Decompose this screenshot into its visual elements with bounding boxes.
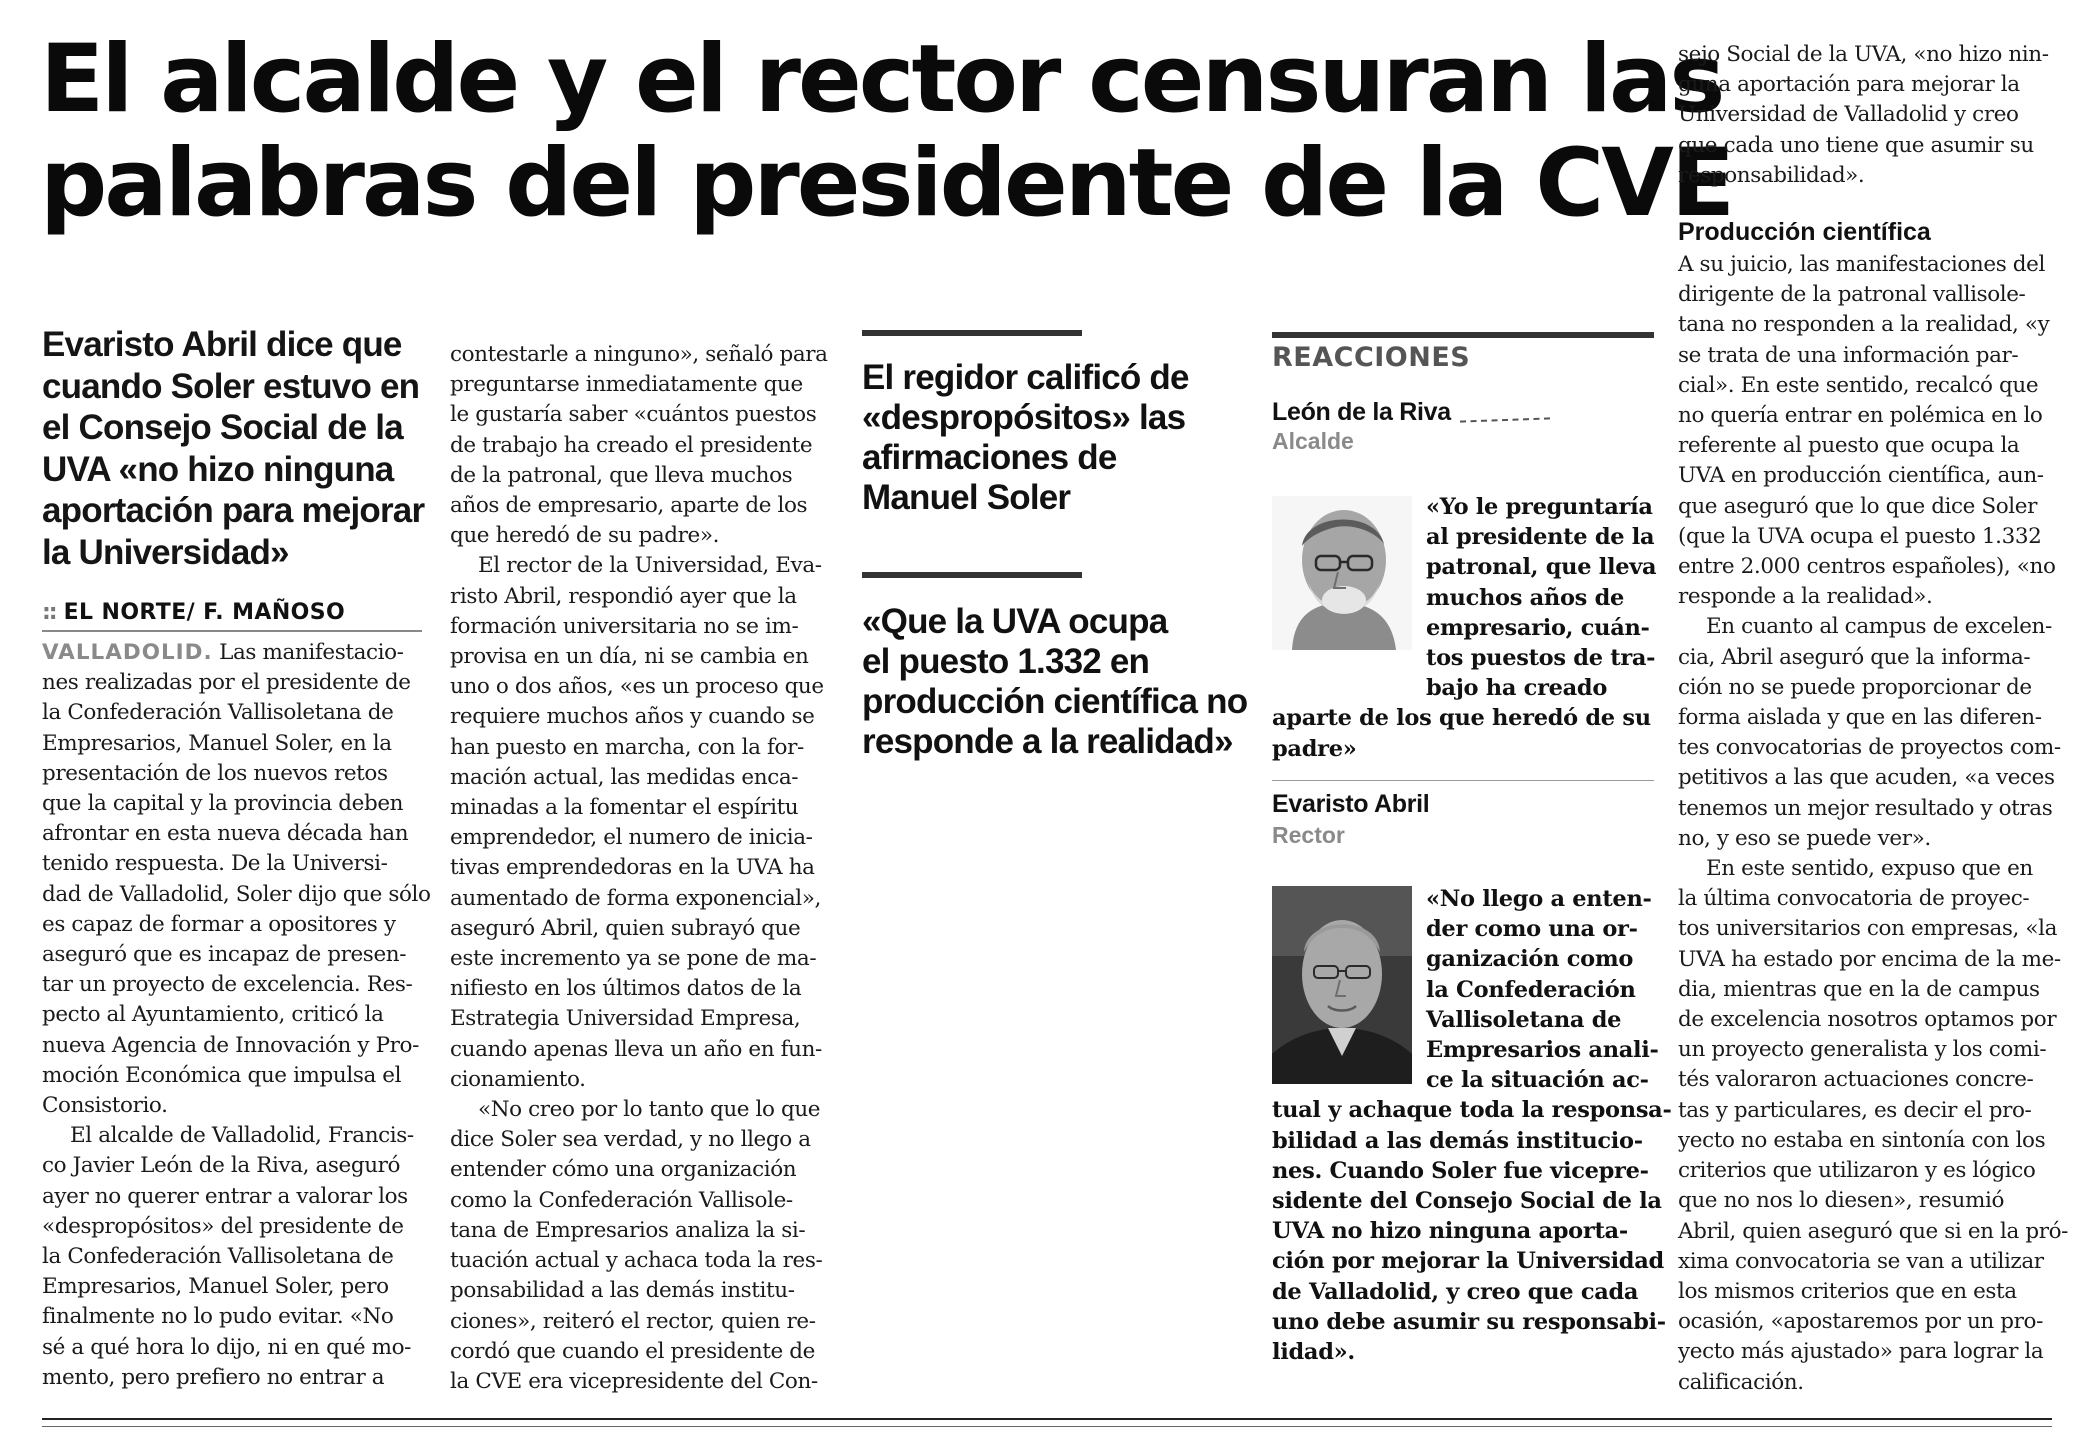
reaction-quote-abril (1272, 884, 1672, 1367)
text-line: este incremento ya se pone de ma- (450, 946, 817, 972)
text-line: risto Abril, respondió ayer que la (450, 583, 797, 609)
text-line: dirigente de la patronal vallisole- (1678, 282, 2026, 308)
text-line: cial». En este sentido, recalcó que (1678, 372, 2039, 398)
subsection-title: Producción científica (1678, 218, 1931, 246)
text-line: En este sentido, expuso que en (1706, 856, 2033, 882)
text-line: mento, pero prefiero no entrar a (42, 1364, 385, 1390)
text-line: finalmente no lo pudo evitar. «No (42, 1304, 394, 1330)
text-line: dad de Valladolid, Soler dijo que sólo (42, 881, 431, 907)
text-line: tenido respuesta. De la Universi- (42, 851, 388, 877)
page-bottom-rule (42, 1418, 2052, 1420)
quote-line: aparte de los que heredó de su (1272, 705, 1651, 732)
text-line: que heredó de su padre». (450, 523, 720, 549)
pullquote-rule (862, 572, 1082, 578)
quote-line: al presidente de la (1426, 524, 1655, 551)
text-line: aseguró que es incapaz de presen- (42, 942, 407, 968)
text-line: criterios que utilizaron y es lógico (1678, 1158, 2036, 1184)
text-line: que aseguró que lo que dice Soler (1678, 493, 2037, 519)
text-line: ocasión, «apostaremos por un pro- (1678, 1309, 2043, 1335)
text-line: ción no se puede proporcionar de (1678, 674, 2032, 700)
text-line: dice Soler sea verdad, y no llego a (450, 1127, 811, 1153)
headline-line-1: El alcalde y el rector censuran las (40, 25, 1723, 134)
text-line: cia, Abril aseguró que la informa- (1678, 644, 2031, 670)
text-line: responde a la realidad». (1678, 584, 1933, 610)
subhead-line: el Consejo Social de la (42, 408, 403, 447)
reactions-rule (1272, 332, 1654, 338)
text-line: cuando apenas lleva un año en fun- (450, 1036, 822, 1062)
article-column-4-top (1678, 40, 2068, 191)
reactions-title: REACCIONES (1272, 342, 1471, 373)
text-line: ciones», reiteró el rector, quien re- (450, 1308, 816, 1334)
quote-line: sidente del Consejo Social de la (1272, 1188, 1662, 1215)
text-line: tana no responden a la realidad, «y (1678, 312, 2050, 338)
text-line: UVA en producción científica, aun- (1678, 463, 2044, 489)
text-line: En cuanto al campus de excelen- (1706, 614, 2052, 640)
text-line: se trata de una información par- (1678, 342, 2019, 368)
quote-line: lidad». (1272, 1339, 1355, 1366)
text-line: yecto más ajustado» para lograr la (1678, 1339, 2044, 1365)
text-line: cionamiento. (450, 1066, 586, 1092)
text-line: co Javier León de la Riva, aseguró (42, 1153, 401, 1179)
text-line: ayer no querer entrar a valorar los (42, 1183, 408, 1209)
text-line: sé a qué hora lo dijo, ni en qué mo- (42, 1334, 412, 1360)
pullquote-rule (862, 330, 1082, 336)
byline-text: EL NORTE/ F. MAÑOSO (63, 600, 346, 625)
text-line: entre 2.000 centros españoles), «no (1678, 554, 2056, 580)
text-line-continuation: Las manifestacio- (212, 640, 404, 665)
pullquote-line: afirmaciones de (862, 438, 1117, 477)
quote-line: nes. Cuando Soler fue vicepre- (1272, 1157, 1649, 1184)
quote-line: ción por mejorar la Universidad (1272, 1248, 1664, 1275)
text-line: aseguró Abril, quien subrayó que (450, 915, 801, 941)
text-line: no, y eso se puede ver». (1678, 825, 1931, 851)
reaction-role-rector: Rector (1272, 822, 1345, 848)
text-line: uno o dos años, «es un proceso que (450, 674, 824, 700)
text-line: emprendedor, el numero de inicia- (450, 825, 813, 851)
quote-line: ganización como (1426, 946, 1634, 973)
text-line: entender cómo una organización (450, 1157, 797, 1183)
text-line: El alcalde de Valladolid, Francis- (70, 1123, 414, 1149)
quote-line: bilidad a las demás institucio- (1272, 1127, 1643, 1154)
text-line: petitivos a las que acuden, «a veces (1678, 765, 2055, 791)
reaction-role-alcalde: Alcalde (1272, 428, 1354, 454)
article-column-2 (450, 340, 840, 1397)
quote-line: la Confederación (1426, 976, 1636, 1003)
text-line: formación universitaria no se im- (450, 613, 799, 639)
text-line: (que la UVA ocupa el puesto 1.332 (1678, 523, 2042, 549)
text-line: Consistorio. (42, 1093, 168, 1119)
quote-line: tos puestos de tra- (1426, 645, 1656, 672)
text-line: la Confederación Vallisoletana de (42, 1244, 394, 1270)
byline-marker-icon: :: (42, 600, 56, 625)
text-line: tés valoraron actuaciones concre- (1678, 1067, 2034, 1093)
text-line: es capaz de formar a opositores y (42, 911, 396, 937)
text-line: le gustaría saber «cuántos puestos (450, 402, 817, 428)
text-line: Abril, quien aseguró que si en la pró- (1678, 1218, 2069, 1244)
text-line: xima convocatoria se van a utilizar (1678, 1248, 2044, 1274)
text-line: «despropósitos» del presidente de (42, 1213, 404, 1239)
quote-line: «No llego a enten- (1426, 886, 1652, 912)
text-line: tenemos un mejor resultado y otras (1678, 795, 2053, 821)
text-line: afrontar en esta nueva década han (42, 821, 409, 847)
headline (40, 25, 1733, 238)
text-line: no quería entrar en polémica en lo (1678, 403, 2043, 429)
text-line: referente al puesto que ocupa la (1678, 433, 2020, 459)
text-line: como la Confederación Vallisole- (450, 1187, 793, 1213)
quote-line: Vallisoletana de (1426, 1006, 1622, 1033)
text-line: de excelencia nosotros optamos por (1678, 1007, 2057, 1033)
text-line: El rector de la Universidad, Eva- (478, 553, 822, 579)
text-line: responsabilidad». (1678, 162, 1865, 188)
text-line: aumentado de forma exponencial», (450, 885, 821, 911)
text-line: requiere muchos años y cuando se (450, 704, 815, 730)
pullquote-line: producción científica no (862, 682, 1248, 721)
pullquote-1 (862, 358, 1242, 518)
text-line: dia, mientras que en la de campus (1678, 976, 2040, 1002)
subheadline (42, 324, 432, 573)
text-line: guna aportación para mejorar la (1678, 72, 2020, 98)
reaction-divider (1272, 780, 1654, 781)
byline-divider (42, 630, 422, 632)
quote-line: UVA no hizo ninguna aporta- (1272, 1218, 1628, 1245)
text-line: UVA ha estado por encima de la me- (1678, 946, 2061, 972)
article-column-4 (1678, 250, 2068, 1398)
text-line: A su juicio, las manifestaciones del (1678, 252, 2045, 277)
text-line: la Confederación Vallisoletana de (42, 700, 394, 726)
quote-line: de Valladolid, y creo que cada (1272, 1278, 1639, 1305)
text-line: nifiesto en los últimos datos de la (450, 976, 802, 1002)
text-line: que la capital y la provincia deben (42, 791, 404, 817)
quote-line: tual y achaque toda la responsa- (1272, 1097, 1672, 1124)
text-line: contestarle a ninguno», señaló para (450, 342, 828, 367)
headline-line-2: palabras del presidente de la CVE (40, 129, 1733, 238)
text-line: un proyecto generalista y los comi- (1678, 1037, 2047, 1063)
text-line: que cada uno tiene que asumir su (1678, 132, 2034, 158)
text-line: tas y particulares, es decir el pro- (1678, 1097, 2032, 1123)
pullquote-line: responde a la realidad» (862, 722, 1233, 761)
text-line: sejo Social de la UVA, «no hizo nin- (1678, 42, 2049, 67)
text-line: tos universitarios con empresas, «la (1678, 916, 2058, 942)
quote-line: Empresarios anali- (1426, 1037, 1659, 1064)
quote-line: der como una or- (1426, 916, 1638, 943)
quote-line: bajo ha creado (1426, 675, 1608, 702)
pullquote-line: Manuel Soler (862, 478, 1071, 517)
text-line: cordó que cuando el presidente de (450, 1338, 815, 1364)
text-line: moción Económica que impulsa el (42, 1062, 402, 1088)
text-line: de trabajo ha creado el presidente (450, 432, 813, 458)
text-line: la CVE era vicepresidente del Con- (450, 1368, 818, 1394)
pullquote-line: El regidor calificó de (862, 358, 1189, 397)
quote-line: muchos años de (1426, 584, 1625, 611)
text-line: tar un proyecto de excelencia. Res- (42, 972, 413, 998)
reaction-name-leon: León de la Riva (1272, 398, 1451, 426)
pullquote-line: «Que la UVA ocupa (862, 602, 1168, 641)
text-line: Universidad de Valladolid y creo (1678, 102, 2019, 128)
text-line: que no nos lo diesen», resumió (1678, 1188, 2004, 1214)
text-line: provisa en un día, ni se cambia en (450, 644, 809, 670)
quote-line: ce la situación ac- (1426, 1067, 1649, 1094)
text-line: presentación de los nuevos retos (42, 760, 388, 786)
text-line: años de empresario, aparte de los (450, 493, 808, 519)
text-line: calificación. (1678, 1369, 1804, 1395)
quote-line: «Yo le preguntaría (1426, 494, 1653, 520)
text-line: minadas a la fomentar el espíritu (450, 795, 799, 821)
name-divider (1460, 417, 1550, 422)
text-line (42, 638, 432, 668)
subhead-line: cuando Soler estuvo en (42, 366, 420, 406)
text-line: nes realizadas por el presidente de (42, 670, 411, 696)
pullquote-2 (862, 602, 1248, 762)
quote-line: patronal, que lleva (1426, 554, 1657, 581)
subhead-line: la Universidad» (42, 532, 289, 572)
pullquote-line: «despropósitos» las (862, 398, 1186, 437)
text-line: de la patronal, que lleva muchos (450, 462, 793, 488)
text-line: Empresarios, Manuel Soler, en la (42, 730, 392, 756)
text-line: Estrategia Universidad Empresa, (450, 1006, 801, 1032)
subhead-line: Evaristo Abril dice que (42, 325, 402, 364)
text-line: pecto al Ayuntamiento, criticó la (42, 1002, 384, 1028)
quote-line: padre» (1272, 735, 1357, 762)
text-line: nueva Agencia de Innovación y Pro- (42, 1032, 419, 1058)
byline (42, 600, 422, 625)
text-line: Empresarios, Manuel Soler, pero (42, 1274, 389, 1300)
text-line: tuación actual y achaca toda la res- (450, 1248, 823, 1274)
quote-line: empresario, cuán- (1426, 614, 1650, 641)
text-line: la última convocatoria de proyec- (1678, 886, 2030, 912)
text-line: tana de Empresarios analiza la si- (450, 1217, 806, 1243)
text-line: preguntarse inmediatamente que (450, 372, 803, 398)
text-line: los mismos criterios que en esta (1678, 1278, 2017, 1304)
text-line: mación actual, las medidas enca- (450, 764, 799, 790)
reaction-name-abril: Evaristo Abril (1272, 790, 1430, 818)
quote-line: uno debe asumir su responsabi- (1272, 1308, 1666, 1335)
reaction-quote-leon (1272, 492, 1664, 764)
text-line: tivas emprendedoras en la UVA ha (450, 855, 815, 881)
text-line: forma aislada y que en las diferen- (1678, 705, 2042, 731)
text-line: yecto no estaba en sintonía con los (1678, 1127, 2046, 1153)
pullquote-line: el puesto 1.332 en (862, 642, 1150, 681)
dateline: VALLADOLID. (42, 640, 213, 665)
subhead-line: aportación para mejorar (42, 491, 425, 530)
page-bottom-rule-thin (42, 1426, 2052, 1427)
text-line: ponsabilidad a las demás institu- (450, 1278, 795, 1304)
text-line: han puesto en marcha, con la for- (450, 734, 804, 760)
article-column-1 (42, 638, 432, 1393)
text-line: «No creo por lo tanto que lo que (478, 1097, 821, 1123)
subhead-line: UVA «no hizo ninguna (42, 449, 394, 489)
text-line: tes convocatorias de proyectos com- (1678, 735, 2061, 761)
